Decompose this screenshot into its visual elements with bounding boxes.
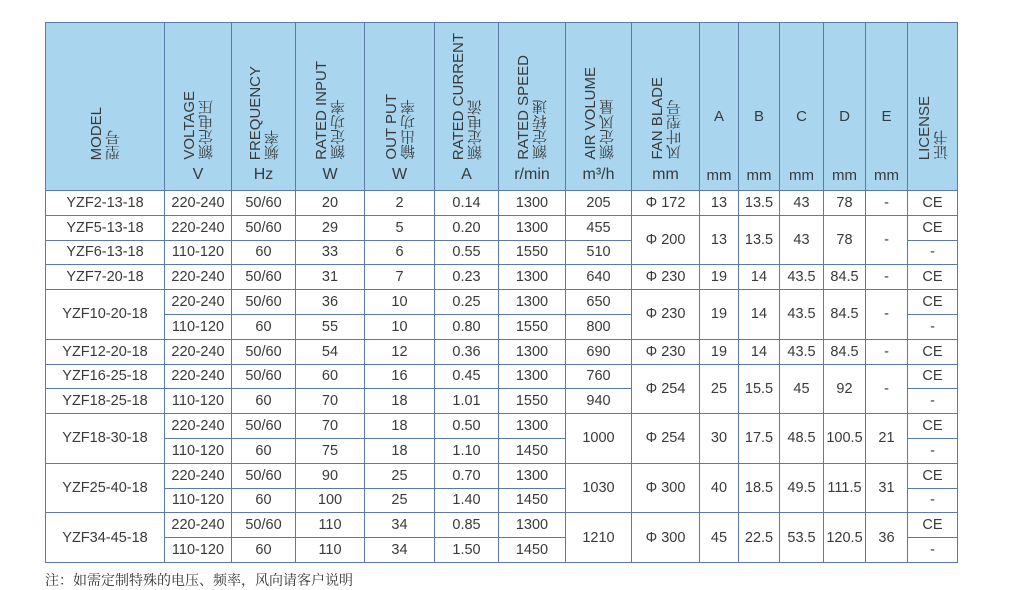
table-cell-voltage: 220-240: [165, 215, 232, 240]
table-cell-freq: 50/60: [232, 364, 296, 389]
table-cell-license: CE: [908, 463, 958, 488]
header-cell: [908, 23, 958, 191]
table-cell-freq: 50/60: [232, 339, 296, 364]
table-cell-d: 78: [824, 215, 866, 265]
table-cell-d: 84.5: [824, 290, 866, 340]
table-cell-d: 84.5: [824, 265, 866, 290]
table-row: [46, 364, 958, 389]
table-cell-freq: 60: [232, 538, 296, 563]
table-cell-a: 45: [700, 513, 739, 563]
header-label: D: [839, 108, 850, 125]
table-cell-license: CE: [908, 364, 958, 389]
header-label-en: RATED SPEED: [515, 55, 532, 160]
table-cell-blade: Φ 300: [632, 463, 700, 513]
table-cell-input: 110: [296, 513, 365, 538]
table-cell-c: 43.5: [780, 339, 824, 364]
table-cell-d: 111.5: [824, 463, 866, 513]
table-cell-voltage: 220-240: [165, 290, 232, 315]
header-unit: r/min: [514, 166, 550, 183]
table-cell-blade: Φ 300: [632, 513, 700, 563]
header-cell: [435, 23, 499, 191]
table-cell-output: 18: [365, 438, 435, 463]
table-cell-air: 1030: [566, 463, 632, 513]
table-cell-model: YZF18-30-18: [46, 414, 165, 464]
header-cell: [824, 23, 866, 191]
table-cell-current: 0.14: [435, 191, 499, 216]
header-cell: [499, 23, 566, 191]
table-row: [46, 414, 958, 439]
table-cell-speed: 1550: [499, 389, 566, 414]
header-label: [649, 77, 683, 160]
table-row: [46, 215, 958, 240]
table-cell-freq: 60: [232, 488, 296, 513]
header-label-en: LICENSE: [915, 95, 933, 160]
header-label: A: [713, 108, 724, 125]
table-cell-current: 1.50: [435, 538, 499, 563]
table-cell-freq: 50/60: [232, 265, 296, 290]
table-cell-voltage: 220-240: [165, 191, 232, 216]
table-cell-a: 13: [700, 191, 739, 216]
table-cell-c: 53.5: [780, 513, 824, 563]
header-label: [582, 67, 616, 160]
table-cell-d: 84.5: [824, 339, 866, 364]
table-cell-freq: 60: [232, 389, 296, 414]
table-cell-b: 14: [739, 339, 780, 364]
table-cell-voltage: 220-240: [165, 364, 232, 389]
table-cell-input: 29: [296, 215, 365, 240]
table-cell-blade: Φ 254: [632, 414, 700, 464]
table-cell-speed: 1450: [499, 488, 566, 513]
table-cell-air: 640: [566, 265, 632, 290]
header-unit: m³/h: [582, 166, 615, 183]
table-cell-current: 0.45: [435, 364, 499, 389]
table-cell-license: -: [908, 488, 958, 513]
header-label-en: OUT PUT: [382, 94, 400, 160]
table-cell-license: -: [908, 438, 958, 463]
header-cell: [165, 23, 232, 191]
table-cell-output: 10: [365, 290, 435, 315]
header-label-zh: 额定转速: [532, 100, 549, 160]
table-cell-blade: Φ 230: [632, 339, 700, 364]
table-cell-a: 40: [700, 463, 739, 513]
table-cell-output: 6: [365, 240, 435, 265]
table-cell-model: YZF12-20-18: [46, 339, 165, 364]
table-cell-input: 110: [296, 538, 365, 563]
table-cell-license: -: [908, 538, 958, 563]
header-unit: mm: [874, 167, 899, 184]
table-cell-freq: 50/60: [232, 290, 296, 315]
header-cell: [866, 23, 908, 191]
table-cell-air: 940: [566, 389, 632, 414]
table-cell-air: 760: [566, 364, 632, 389]
table-cell-b: 14: [739, 265, 780, 290]
table-cell-input: 31: [296, 265, 365, 290]
table-cell-speed: 1300: [499, 463, 566, 488]
table-cell-a: 30: [700, 414, 739, 464]
header-label-zh: 额定电压: [198, 100, 215, 160]
table-cell-freq: 60: [232, 240, 296, 265]
table-cell-output: 5: [365, 215, 435, 240]
table-cell-c: 43: [780, 191, 824, 216]
header-cell: [700, 23, 739, 191]
table-cell-license: -: [908, 389, 958, 414]
table-cell-voltage: 220-240: [165, 265, 232, 290]
table-cell-air: 455: [566, 215, 632, 240]
table-cell-e: 21: [866, 414, 908, 464]
table-cell-current: 0.70: [435, 463, 499, 488]
table-cell-license: CE: [908, 339, 958, 364]
table-cell-freq: 60: [232, 314, 296, 339]
table-cell-current: 1.01: [435, 389, 499, 414]
table-cell-e: -: [866, 265, 908, 290]
table-cell-freq: 50/60: [232, 463, 296, 488]
header-unit: mm: [832, 167, 857, 184]
header-unit: A: [461, 166, 472, 183]
header-label-en: AIR VOLUME: [581, 67, 599, 160]
header-label: E: [881, 108, 892, 125]
table-cell-air: 800: [566, 314, 632, 339]
table-cell-speed: 1300: [499, 191, 566, 216]
header-label-zh: 风叶型号: [665, 100, 683, 160]
header-unit: mm: [746, 167, 772, 184]
table-cell-license: CE: [908, 290, 958, 315]
table-cell-blade: Φ 254: [632, 364, 700, 414]
table-cell-current: 1.40: [435, 488, 499, 513]
header-label: [515, 55, 549, 160]
header-cell: [632, 23, 700, 191]
header-label-en: RATED INPUT: [313, 61, 330, 160]
table-cell-speed: 1300: [499, 265, 566, 290]
table-cell-current: 0.36: [435, 339, 499, 364]
header-label: C: [796, 108, 807, 125]
table-row: [46, 290, 958, 315]
table-cell-a: 25: [700, 364, 739, 414]
table-header: [46, 23, 958, 191]
table-cell-input: 75: [296, 438, 365, 463]
table-cell-freq: 60: [232, 438, 296, 463]
table-cell-e: -: [866, 191, 908, 216]
header-unit: mm: [789, 167, 814, 184]
table-cell-b: 13.5: [739, 191, 780, 216]
table-cell-output: 34: [365, 538, 435, 563]
table-cell-a: 13: [700, 215, 739, 265]
table-cell-input: 36: [296, 290, 365, 315]
header-label-en: FREQUENCY: [246, 65, 264, 160]
table-cell-model: YZF34-45-18: [46, 513, 165, 563]
table-cell-input: 70: [296, 414, 365, 439]
table-cell-b: 13.5: [739, 215, 780, 265]
table-row: [46, 463, 958, 488]
table-cell-output: 7: [365, 265, 435, 290]
table-cell-output: 16: [365, 364, 435, 389]
table-cell-b: 18.5: [739, 463, 780, 513]
table-cell-output: 2: [365, 191, 435, 216]
table-cell-current: 1.10: [435, 438, 499, 463]
table-row: [46, 191, 958, 216]
table-cell-b: 17.5: [739, 414, 780, 464]
table-row: [46, 513, 958, 538]
table-cell-current: 0.55: [435, 240, 499, 265]
table-cell-e: 31: [866, 463, 908, 513]
header-label-zh: 额定功率: [330, 100, 347, 160]
header-cell: [566, 23, 632, 191]
header-label-en: FAN BLADE: [648, 77, 666, 160]
table-cell-output: 25: [365, 463, 435, 488]
table-cell-air: 650: [566, 290, 632, 315]
table-cell-model: YZF16-25-18: [46, 364, 165, 389]
table-cell-input: 90: [296, 463, 365, 488]
table-cell-input: 70: [296, 389, 365, 414]
table-cell-air: 1210: [566, 513, 632, 563]
header-label: B: [753, 108, 764, 125]
table-cell-freq: 50/60: [232, 215, 296, 240]
table-cell-c: 43.5: [780, 290, 824, 340]
table-cell-voltage: 220-240: [165, 339, 232, 364]
table-cell-b: 22.5: [739, 513, 780, 563]
table-cell-speed: 1300: [499, 513, 566, 538]
table-cell-blade: Φ 200: [632, 215, 700, 265]
header-unit: W: [391, 166, 408, 183]
table-cell-freq: 50/60: [232, 414, 296, 439]
table-cell-voltage: 110-120: [165, 538, 232, 563]
header-unit: V: [192, 166, 204, 183]
header-cell: [232, 23, 296, 191]
header-cell: [46, 23, 165, 191]
table-cell-voltage: 110-120: [165, 314, 232, 339]
table-row: [46, 339, 958, 364]
table-cell-speed: 1300: [499, 290, 566, 315]
header-label-zh: 额定风量: [598, 100, 616, 160]
header-label-zh: 额定电流: [466, 100, 484, 160]
table-cell-output: 34: [365, 513, 435, 538]
header-label-zh: 型号: [105, 130, 122, 160]
header-label: [383, 94, 417, 160]
header-unit: Hz: [253, 166, 274, 183]
table-cell-current: 0.85: [435, 513, 499, 538]
table-cell-speed: 1300: [499, 414, 566, 439]
table-cell-b: 15.5: [739, 364, 780, 414]
header-label-en: VOLTAGE: [181, 91, 198, 160]
table-cell-speed: 1300: [499, 215, 566, 240]
table-cell-speed: 1550: [499, 240, 566, 265]
spec-table: [45, 22, 958, 563]
table-cell-air: 690: [566, 339, 632, 364]
table-cell-d: 100.5: [824, 414, 866, 464]
table-row: [46, 265, 958, 290]
table-cell-input: 55: [296, 314, 365, 339]
table-cell-voltage: 220-240: [165, 463, 232, 488]
table-cell-license: CE: [908, 215, 958, 240]
header-label: [88, 107, 122, 160]
table-cell-model: YZF6-13-18: [46, 240, 165, 265]
table-cell-freq: 50/60: [232, 191, 296, 216]
table-cell-license: -: [908, 314, 958, 339]
table-cell-output: 10: [365, 314, 435, 339]
header-label: [247, 66, 281, 160]
table-cell-e: -: [866, 364, 908, 414]
table-cell-air: 1000: [566, 414, 632, 464]
table-cell-c: 45: [780, 364, 824, 414]
table-cell-speed: 1450: [499, 538, 566, 563]
table-cell-e: 36: [866, 513, 908, 563]
table-cell-license: CE: [908, 513, 958, 538]
table-cell-a: 19: [700, 339, 739, 364]
table-cell-air: 205: [566, 191, 632, 216]
header-unit: mm: [706, 167, 732, 184]
header-unit: mm: [652, 166, 679, 183]
table-cell-voltage: 110-120: [165, 488, 232, 513]
table-cell-blade: Φ 230: [632, 265, 700, 290]
header-label: [181, 91, 215, 160]
table-cell-a: 19: [700, 265, 739, 290]
table-cell-model: YZF7-20-18: [46, 265, 165, 290]
table-cell-output: 25: [365, 488, 435, 513]
table-cell-output: 12: [365, 339, 435, 364]
header-label-en: MODEL: [88, 106, 105, 160]
table-cell-voltage: 110-120: [165, 240, 232, 265]
table-cell-current: 0.50: [435, 414, 499, 439]
table-cell-blade: Φ 172: [632, 191, 700, 216]
header-label-zh: 频率: [263, 130, 281, 160]
table-cell-air: 510: [566, 240, 632, 265]
table-cell-current: 0.25: [435, 290, 499, 315]
table-cell-input: 20: [296, 191, 365, 216]
table-cell-model: YZF25-40-18: [46, 463, 165, 513]
header-cell: [365, 23, 435, 191]
table-cell-e: -: [866, 339, 908, 364]
table-body: [46, 191, 958, 563]
table-cell-voltage: 220-240: [165, 513, 232, 538]
table-cell-speed: 1550: [499, 314, 566, 339]
table-cell-blade: Φ 230: [632, 290, 700, 340]
table-cell-freq: 50/60: [232, 513, 296, 538]
table-cell-license: -: [908, 240, 958, 265]
table-cell-e: -: [866, 290, 908, 340]
header-unit: W: [322, 166, 338, 183]
table-cell-b: 14: [739, 290, 780, 340]
table-cell-voltage: 110-120: [165, 389, 232, 414]
header-label: [916, 96, 950, 160]
table-cell-input: 60: [296, 364, 365, 389]
table-cell-model: YZF5-13-18: [46, 215, 165, 240]
header-label: [450, 33, 484, 160]
table-cell-c: 49.5: [780, 463, 824, 513]
table-cell-a: 19: [700, 290, 739, 340]
table-cell-d: 78: [824, 191, 866, 216]
table-cell-speed: 1300: [499, 339, 566, 364]
table-cell-c: 43.5: [780, 265, 824, 290]
table-cell-input: 33: [296, 240, 365, 265]
header-cell: [296, 23, 365, 191]
header-label-zh: 输出功率: [399, 100, 417, 160]
table-cell-model: YZF2-13-18: [46, 191, 165, 216]
table-cell-e: -: [866, 215, 908, 265]
table-cell-c: 48.5: [780, 414, 824, 464]
header-label-zh: 证书: [932, 130, 950, 160]
table-cell-license: CE: [908, 265, 958, 290]
table-cell-voltage: 110-120: [165, 438, 232, 463]
table-cell-speed: 1300: [499, 364, 566, 389]
header-label: [313, 61, 347, 160]
header-cell: [739, 23, 780, 191]
table-cell-d: 92: [824, 364, 866, 414]
table-cell-current: 0.20: [435, 215, 499, 240]
table-cell-current: 0.23: [435, 265, 499, 290]
table-cell-model: YZF10-20-18: [46, 290, 165, 340]
table-cell-input: 100: [296, 488, 365, 513]
table-cell-license: CE: [908, 414, 958, 439]
table-cell-speed: 1450: [499, 438, 566, 463]
header-label-en: RATED CURRENT: [449, 32, 467, 160]
table-cell-current: 0.80: [435, 314, 499, 339]
table-cell-output: 18: [365, 389, 435, 414]
header-cell: [780, 23, 824, 191]
table-cell-c: 43: [780, 215, 824, 265]
table-cell-license: CE: [908, 191, 958, 216]
footnote: 注：如需定制特殊的电压、频率，风向请客户说明: [45, 572, 353, 588]
table-cell-output: 18: [365, 414, 435, 439]
table-cell-model: YZF18-25-18: [46, 389, 165, 414]
table-cell-input: 54: [296, 339, 365, 364]
table-cell-d: 120.5: [824, 513, 866, 563]
table-cell-voltage: 220-240: [165, 414, 232, 439]
